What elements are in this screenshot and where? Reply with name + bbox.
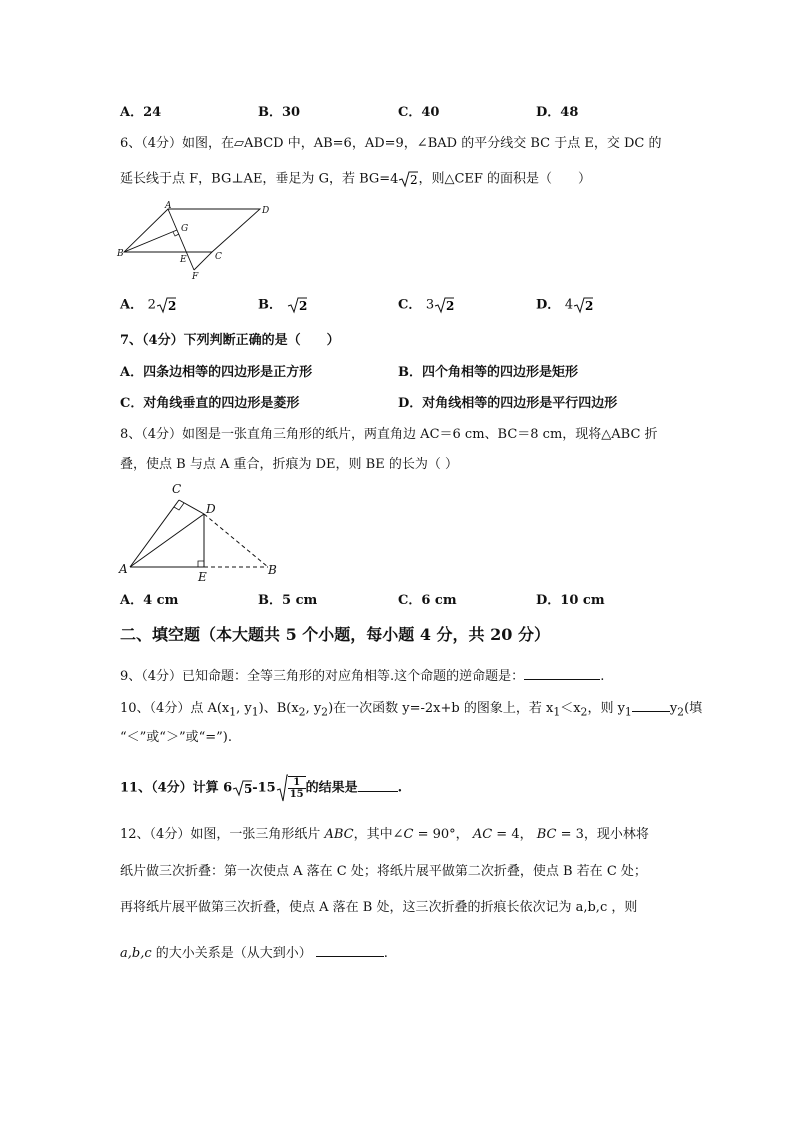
q8-option-b: B．5 cm	[258, 593, 318, 608]
q6-bg-value: 4 2	[390, 171, 419, 187]
label-e: E	[198, 570, 207, 584]
answer-blank[interactable]	[316, 942, 384, 957]
label-c: C	[172, 482, 182, 496]
label-c: C	[215, 252, 222, 262]
q12-stem-line2: 纸片做三次折叠：第一次使点 A 落在 C 处；将纸片展平做第二次折叠，使点 B 若在 C 处；	[120, 864, 647, 879]
q7-option-c: C．对角线垂直的四边形是菱形	[120, 396, 300, 411]
q5-option-b: B．30	[258, 105, 301, 120]
q8-option-a: A．4 cm	[120, 593, 179, 608]
svg-text:2: 2	[298, 299, 307, 313]
answer-blank[interactable]	[632, 697, 670, 712]
sqrt-symbol-large	[276, 773, 288, 803]
q8-option-d: D．10 cm	[536, 593, 605, 608]
label-d: D	[206, 502, 216, 516]
q12-stem-line3: 再将纸片展平做第三次折叠，使点 A 落在 B 处，这三次折叠的折痕长依次记为 a,b,c ，则	[120, 900, 638, 915]
q5-option-d: D．48	[536, 105, 579, 120]
svg-text:2: 2	[167, 299, 176, 313]
q6-option-b: B． 2	[258, 297, 307, 313]
q11-stem: 11、（4分）计算 6 5 -15 $\frac{1}{15}$ 的结果是 .	[120, 773, 402, 803]
q5-option-a: A．24	[120, 105, 162, 120]
label-a: A	[119, 562, 128, 576]
q8-triangle-figure	[116, 478, 286, 588]
label-b: B	[117, 249, 124, 259]
svg-text:5: 5	[244, 782, 253, 796]
section-title: 二、填空题（本大题共 5 个小题，每小题 4 分，共 20 分）	[120, 625, 550, 644]
q7-option-a: A．四条边相等的四边形是正方形	[120, 365, 313, 380]
q8-option-c: C．6 cm	[398, 593, 457, 608]
q8-stem-line1: 8、（4分）如图是一张直角三角形的纸片，两直角边 AC＝6 cm、BC＝8 cm，现将△ABC 折	[120, 427, 658, 442]
q12-stem-line4: a,b,c 的大小关系是（从大到小） .	[120, 942, 388, 963]
sqrt-symbol	[232, 779, 252, 797]
q7-option-b: B．四个角相等的四边形是矩形	[398, 365, 579, 380]
sqrt-symbol	[434, 296, 454, 314]
q6-option-a: A． 2 2	[120, 297, 176, 313]
q6-parallelogram-figure	[116, 200, 286, 282]
q10-stem-line2: “＜”或“＞”或“=”).	[120, 730, 232, 745]
q6-option-c: C． 3 2	[398, 297, 455, 313]
q10-stem-line1: 10、（4分）点 $A(x_1$, $y_1$)、$B(x_2$, $y_2$)在一次函数 y=-2x+b 的图象上，若 $x_1<x_2$，则 $y_1$ $y_2$(填	[120, 697, 702, 722]
sqrt-symbol	[156, 296, 176, 314]
fraction: $\frac{1}{15}$	[289, 777, 304, 800]
q12-stem-line1: 12、（4分）如图，一张三角形纸片 ABC，其中∠C = 90°， AC = 4， BC = 3，现小林将	[120, 827, 649, 842]
label-f: F	[192, 272, 199, 282]
q6-stem-line1: 6、（4分）如图，在▱ABCD 中，AB=6，AD=9，∠BAD 的平分线交 BC 于点 E，交 DC 的	[120, 136, 662, 151]
q6-option-d: D． 4 2	[536, 297, 594, 313]
q9-stem: 9、（4分）已知命题：全等三角形的对应角相等.这个命题的逆命题是： .	[120, 665, 604, 686]
sqrt-symbol	[398, 170, 418, 188]
label-g: G	[181, 224, 189, 234]
q8-stem-line2: 叠，使点 B 与点 A 重合，折痕为 DE，则 BE 的长为（ ）	[120, 457, 458, 472]
svg-text:2: 2	[446, 299, 455, 313]
answer-blank[interactable]	[358, 777, 398, 792]
answer-blank[interactable]	[524, 665, 600, 680]
label-e: E	[180, 255, 187, 265]
q7-stem: 7、（4分）下列判断正确的是（ ）	[120, 333, 340, 348]
svg-text:2: 2	[585, 299, 594, 313]
q7-option-d: D．对角线相等的四边形是平行四边形	[398, 396, 618, 411]
label-d: D	[262, 206, 270, 216]
q5-option-c: C．40	[398, 105, 440, 120]
svg-text:2: 2	[410, 173, 419, 187]
sqrt-symbol	[573, 296, 593, 314]
label-b: B	[268, 563, 277, 577]
q6-stem-line2: 延长线于点 F，BG⊥AE，垂足为 G，若 BG=4 2 ，则△CEF 的面积是（ ）	[120, 171, 592, 187]
sqrt-symbol	[287, 296, 307, 314]
label-a: A	[165, 201, 172, 211]
